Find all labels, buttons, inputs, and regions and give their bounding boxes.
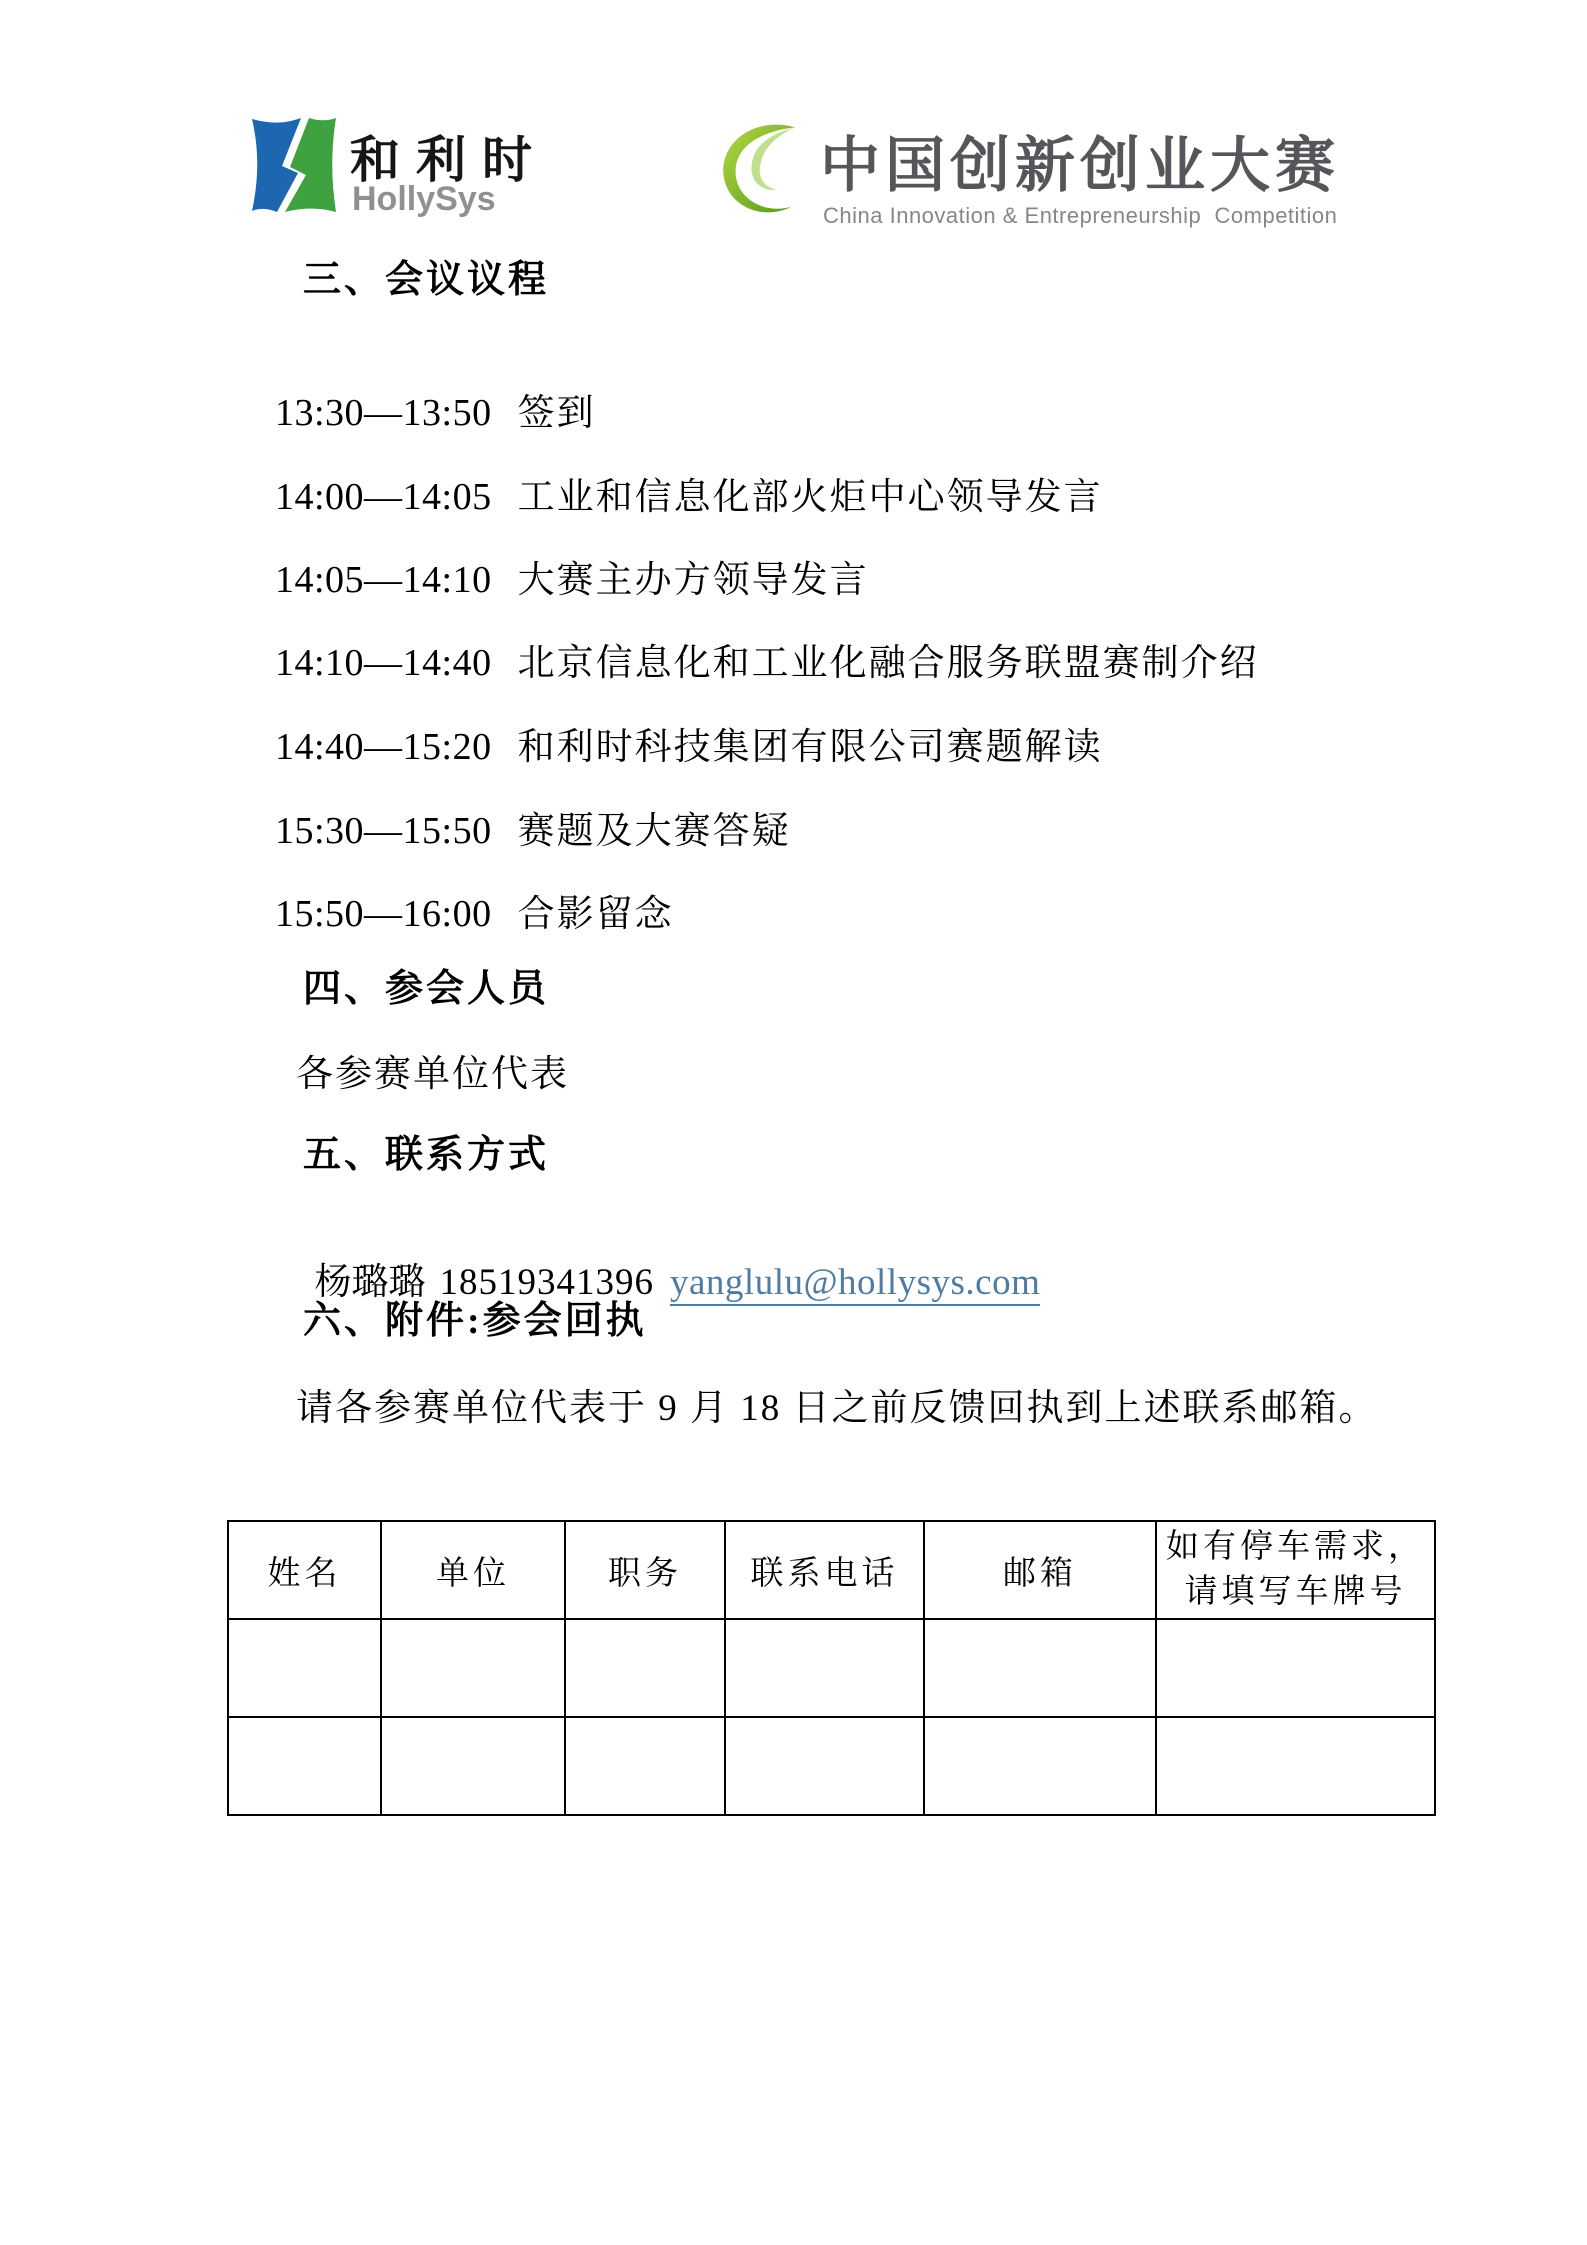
competition-logo-c-icon <box>714 116 812 220</box>
contact-email-link[interactable]: yanglulu@hollysys.com <box>670 1262 1040 1306</box>
contact-name: 杨璐璐 <box>314 1262 426 1303</box>
col-header-parking-line2: 请填写车牌号 <box>1184 1574 1407 1610</box>
empty-cell <box>565 1717 725 1815</box>
col-header-title: 职务 <box>565 1521 725 1619</box>
schedule-title: 大赛主办方领导发言 <box>517 560 869 601</box>
empty-cell <box>1156 1619 1435 1717</box>
col-header-parking-line1: 如有停车需求， <box>1166 1529 1425 1565</box>
empty-cell <box>565 1619 725 1717</box>
col-header-email: 邮箱 <box>924 1521 1156 1619</box>
schedule-title: 工业和信息化部火炬中心领导发言 <box>517 477 1103 518</box>
schedule-title: 和利时科技集团有限公司赛题解读 <box>517 727 1103 768</box>
attachment-note: 请各参赛单位代表于 9 月 18 日之前反馈回执到上述联系邮箱。 <box>296 1388 1378 1429</box>
col-header-phone: 联系电话 <box>725 1521 924 1619</box>
competition-logo-cn-title: 中国创新创业大赛 <box>820 132 1340 199</box>
heading-attachment: 六、附件:参会回执 <box>303 1300 647 1342</box>
col-header-unit: 单位 <box>381 1521 565 1619</box>
empty-cell <box>924 1717 1156 1815</box>
schedule-time: 13:30—13:50 <box>275 392 492 434</box>
schedule-time: 14:40—15:20 <box>275 726 492 768</box>
schedule-title: 合影留念 <box>517 894 674 935</box>
hollysys-logo-emblem <box>248 116 340 214</box>
table-row <box>228 1619 1435 1717</box>
table-row <box>228 1717 1435 1815</box>
col-header-parking <box>1156 1521 1435 1619</box>
schedule-time: 14:10—14:40 <box>275 642 492 684</box>
heading-attendees: 四、参会人员 <box>303 968 550 1010</box>
schedule-title: 北京信息化和工业化融合服务联盟赛制介绍 <box>517 643 1259 684</box>
empty-cell <box>228 1717 381 1815</box>
col-header-name: 姓名 <box>228 1521 381 1619</box>
schedule-item <box>256 839 674 937</box>
empty-cell <box>381 1717 565 1815</box>
attendees-body: 各参赛单位代表 <box>296 1054 569 1095</box>
empty-cell <box>924 1619 1156 1717</box>
hollysys-logo-cn-text: 和利时 <box>350 132 548 188</box>
competition-logo-en-subtitle: China Innovation & Entrepreneurship Competition <box>823 203 1338 228</box>
empty-cell <box>381 1619 565 1717</box>
heading-agenda: 三、会议议程 <box>303 259 550 301</box>
empty-cell <box>1156 1717 1435 1815</box>
contact-phone: 18519341396 <box>439 1262 654 1303</box>
heading-contact: 五、联系方式 <box>303 1134 550 1176</box>
table-header-row <box>228 1521 1435 1619</box>
empty-cell <box>725 1717 924 1815</box>
empty-cell <box>228 1619 381 1717</box>
schedule-title: 赛题及大赛答疑 <box>517 811 791 852</box>
schedule-time: 15:50—16:00 <box>275 893 492 935</box>
schedule-time: 14:05—14:10 <box>275 559 492 601</box>
hollysys-logo-en-text: HollySys <box>352 180 496 218</box>
schedule-time: 14:00—14:05 <box>275 476 492 518</box>
reply-form-table <box>227 1520 1436 1816</box>
schedule-time: 15:30—15:50 <box>275 810 492 852</box>
empty-cell <box>725 1619 924 1717</box>
schedule-title: 签到 <box>517 393 596 434</box>
